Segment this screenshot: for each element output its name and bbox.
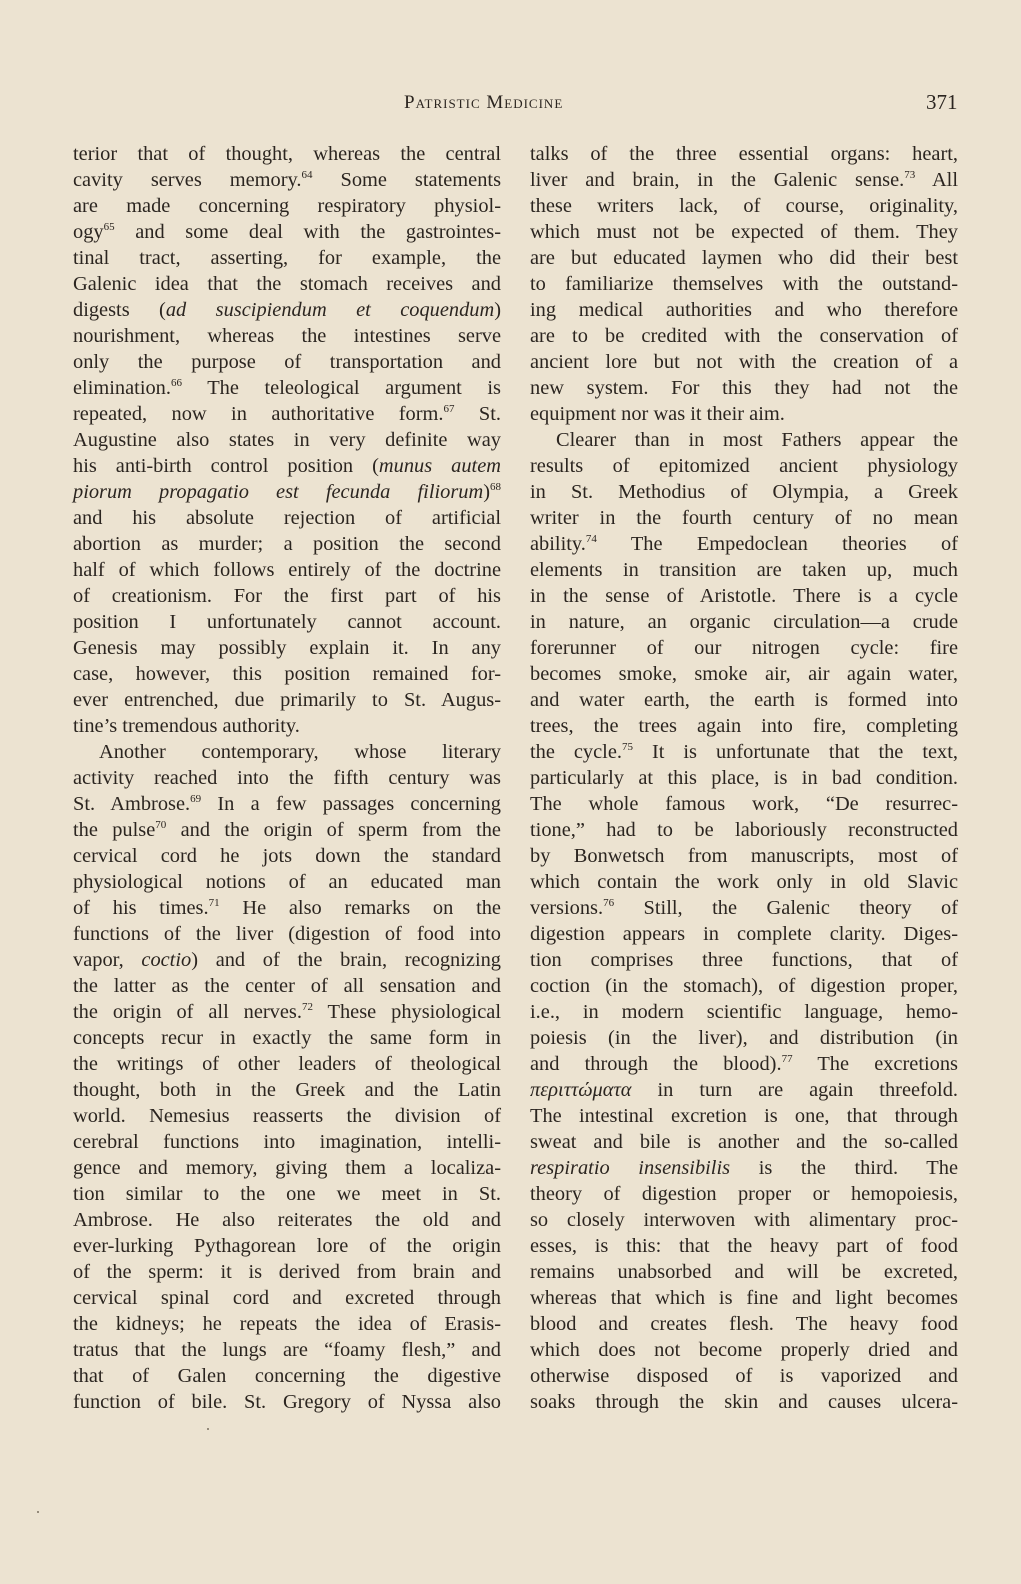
text-line: esses, is this: that the heavy part of food	[530, 1235, 958, 1257]
left-column	[73, 141, 501, 1415]
text-line: which must not be expected of them. They	[530, 221, 958, 243]
text-line: versions.$^{76}$ Still, the Galenic theory of	[530, 897, 958, 919]
text-line: these writers lack, of course, originality,	[530, 195, 958, 217]
footnote-ref[interactable]: 77	[781, 1053, 793, 1065]
text-line: coction (in the stomach), of digestion proper,	[530, 975, 958, 997]
paper-speck	[207, 1428, 209, 1430]
text-line: position I unfortunately cannot account.	[73, 611, 501, 633]
text-line: elimination.$^{66}$ The teleological argument is	[73, 377, 501, 399]
text-line: tione,” had to be laboriously reconstructed	[530, 819, 958, 841]
running-title: Patristic Medicine	[404, 92, 564, 113]
footnote-ref[interactable]: 69	[190, 793, 202, 805]
text-line: in nature, an organic circulation—a crude	[530, 611, 958, 633]
text-line: liver and brain, in the Galenic sense.$^{73}$ All	[530, 169, 958, 191]
text-line: ever entrenched, due primarily to St. Augus-	[73, 689, 501, 711]
text-line: tion similar to the one we meet in St.	[73, 1183, 501, 1205]
text-line: tine’s tremendous authority.	[73, 715, 300, 737]
text-line: The intestinal excretion is one, that through	[530, 1105, 958, 1127]
text-line: whereas that which is fine and light becomes	[530, 1287, 958, 1309]
text-line: St. Ambrose.$^{69}$ In a few passages concerning	[73, 793, 501, 815]
text-line: i.e., in modern scientific language, hemo-	[530, 1001, 958, 1023]
text-line: forerunner of our nitrogen cycle: fire	[530, 637, 958, 659]
footnote-ref[interactable]: 73	[904, 169, 916, 181]
text-line: remains unabsorbed and will be excreted,	[530, 1261, 958, 1283]
text-line: sweat and bile is another and the so-called	[530, 1131, 958, 1153]
page-header	[0, 90, 1021, 122]
text-line: elements in transition are taken up, much	[530, 559, 958, 581]
text-line: the writings of other leaders of theological	[73, 1053, 501, 1075]
text-line: are but educated laymen who did their best	[530, 247, 958, 269]
text-line: of his times.$^{71}$ He also remarks on the	[73, 897, 501, 919]
greek-term: περιττώματα	[530, 1079, 632, 1101]
text-line: half of which follows entirely of the doctrine	[73, 559, 501, 581]
text-line: of the sperm: it is derived from brain and	[73, 1261, 501, 1283]
text-line: of creationism. For the first part of his	[73, 585, 501, 607]
footnote-ref[interactable]: 72	[301, 1001, 313, 1013]
text-line: equipment nor was it their aim.	[530, 403, 785, 425]
text-line: trees, the trees again into fire, completing	[530, 715, 958, 737]
text-line: ing medical authorities and who therefore	[530, 299, 958, 321]
text-line: so closely interwoven with alimentary proc-	[530, 1209, 958, 1231]
footnote-ref[interactable]: 66	[170, 377, 182, 389]
text-line: only the purpose of transportation and	[73, 351, 501, 373]
text-line: theory of digestion proper or hemopoiesis,	[530, 1183, 958, 1205]
text-line: Ambrose. He also reiterates the old and	[73, 1209, 501, 1231]
text-line: ancient lore but not with the creation of a	[530, 351, 958, 373]
footnote-ref[interactable]: 64	[301, 169, 313, 181]
text-line: The whole famous work, “De resurrec-	[530, 793, 958, 815]
text-line: Genesis may possibly explain it. In any	[73, 637, 501, 659]
text-line: gence and memory, giving them a localiza-	[73, 1157, 501, 1179]
text-line: becomes smoke, smoke air, air again water,	[530, 663, 958, 685]
footnote-ref[interactable]: 71	[208, 897, 220, 909]
text-line: poiesis (in the liver), and distribution (in	[530, 1027, 958, 1049]
text-line: the kidneys; he repeats the idea of Erasis-	[73, 1313, 501, 1335]
text-line: physiological notions of an educated man	[73, 871, 501, 893]
text-line: that of Galen concerning the digestive	[73, 1365, 501, 1387]
text-line: which contain the work only in old Slavic	[530, 871, 958, 893]
paper-speck	[37, 1511, 39, 1513]
text-line: cervical cord he jots down the standard	[73, 845, 501, 867]
footnote-ref[interactable]: 76	[603, 897, 615, 909]
text-line: in the sense of Aristotle. There is a cycle	[530, 585, 958, 607]
text-line: by Bonwetsch from manuscripts, most of	[530, 845, 958, 867]
text-line: and through the blood).$^{77}$ The excretions	[530, 1053, 958, 1075]
text-line: abortion as murder; a position the second	[73, 533, 501, 555]
text-line: thought, both in the Greek and the Latin	[73, 1079, 501, 1101]
footnote-ref[interactable]: 67	[443, 403, 455, 415]
text-line: are to be credited with the conservation of	[530, 325, 958, 347]
footnote-ref[interactable]: 75	[622, 741, 633, 753]
text-line: case, however, this position remained for-	[73, 663, 501, 685]
text-line: to familiarize themselves with the outstand-	[530, 273, 958, 295]
text-line: the origin of all nerves.$^{72}$ These physiological	[73, 1001, 501, 1023]
text-line: activity reached into the fifth century was	[73, 767, 501, 789]
text-line: digestion appears in complete clarity. Diges-	[530, 923, 958, 945]
right-column	[530, 141, 958, 1415]
text-line: functions of the liver (digestion of food into	[73, 923, 501, 945]
text-line: world. Nemesius reasserts the division of	[73, 1105, 501, 1127]
page-number: 371	[926, 90, 958, 114]
text-line: Clearer than in most Fathers appear the	[556, 429, 958, 451]
text-line: are made concerning respiratory physiol-	[73, 195, 501, 217]
text-line: Another contemporary, whose literary	[99, 741, 501, 763]
text-line: particularly at this place, is in bad condition.	[530, 767, 958, 789]
footnote-ref[interactable]: 70	[155, 819, 167, 831]
text-line: piorum propagatio est fecunda filiorum)$^{68}$	[73, 481, 501, 503]
text-line: tratus that the lungs are “foamy flesh,” and	[73, 1339, 501, 1361]
text-line: soaks through the skin and causes ulcera-	[530, 1391, 958, 1413]
text-line: the cycle.$^{75}$ It is unfortunate that the text,	[530, 741, 959, 763]
text-line: respiratio insensibilis is the third. The	[530, 1157, 959, 1179]
text-line: nourishment, whereas the intestines serve	[73, 325, 501, 347]
text-line: Augustine also states in very definite way	[73, 429, 501, 451]
text-line: terior that of thought, whereas the central	[73, 143, 501, 165]
text-line: blood and creates flesh. The heavy food	[530, 1313, 958, 1335]
text-line: vapor, coctio) and of the brain, recognizing	[73, 949, 501, 971]
text-line: cervical spinal cord and excreted through	[73, 1287, 501, 1309]
text-line: Galenic idea that the stomach receives and	[73, 273, 501, 295]
text-line: in St. Methodius of Olympia, a Greek	[530, 481, 958, 503]
text-line: function of bile. St. Gregory of Nyssa also	[73, 1391, 501, 1413]
footnote-ref[interactable]: 74	[585, 533, 597, 545]
footnote-ref[interactable]: 68	[490, 481, 501, 493]
text-line: digests (ad suscipiendum et coquendum)	[73, 299, 502, 321]
text-line: which does not become properly dried and	[530, 1339, 958, 1361]
text-line: new system. For this they had not the	[530, 377, 958, 399]
text-line: concepts recur in exactly the same form in	[73, 1027, 501, 1049]
text-line: cavity serves memory.$^{64}$ Some statements	[73, 169, 502, 191]
text-line: ogy$^{65}$ and some deal with the gastrointes-	[73, 221, 501, 243]
text-line: the pulse$^{70}$ and the origin of sperm from the	[73, 819, 501, 841]
footnote-ref[interactable]: 65	[103, 221, 115, 233]
text-line: repeated, now in authoritative form.$^{67}$ St.	[73, 403, 502, 425]
text-line: the latter as the center of all sensation and	[73, 975, 501, 997]
text-line: cerebral functions into imagination, intelli-	[73, 1131, 501, 1153]
text-line: ability.$^{74}$ The Empedoclean theories of	[530, 533, 958, 555]
text-line: and his absolute rejection of artificial	[73, 507, 501, 529]
text-line: ever-lurking Pythagorean lore of the origin	[73, 1235, 501, 1257]
text-line: talks of the three essential organs: heart,	[530, 143, 958, 165]
text-line: results of epitomized ancient physiology	[530, 455, 958, 477]
text-line: otherwise disposed of is vaporized and	[530, 1365, 958, 1387]
text-line: writer in the fourth century of no mean	[530, 507, 958, 529]
text-line: περιττώματα in turn are again threefold.	[530, 1079, 958, 1101]
text-line: tinal tract, asserting, for example, the	[73, 247, 501, 269]
text-line: tion comprises three functions, that of	[530, 949, 958, 971]
text-line: and water earth, the earth is formed into	[530, 689, 958, 711]
text-line: his anti-birth control position (munus autem	[73, 455, 501, 477]
